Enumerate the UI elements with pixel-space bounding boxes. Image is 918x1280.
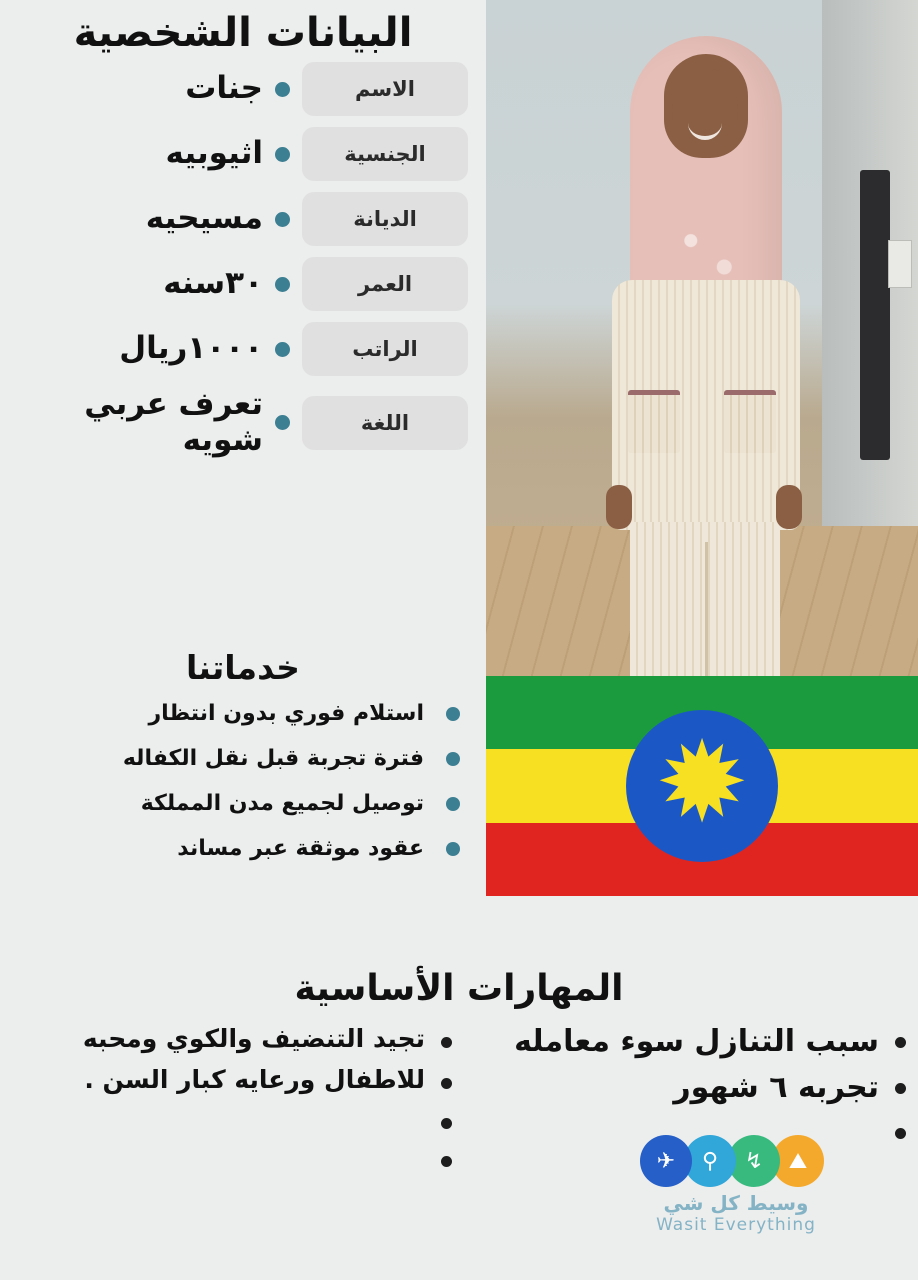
- uniform-pants: [630, 522, 780, 676]
- list-item: [0, 791, 486, 816]
- data-row: [0, 127, 486, 181]
- skills-column-left: [12, 1023, 452, 1180]
- field-label-name: الاسم: [302, 62, 468, 116]
- field-label-salary: الراتب: [302, 322, 468, 376]
- logo-dot-4: [640, 1135, 692, 1187]
- list-item: [12, 1023, 452, 1056]
- bullet-icon: [446, 752, 460, 766]
- bullet-icon: [895, 1083, 906, 1094]
- door-panel: [860, 170, 890, 460]
- list-item: [0, 746, 486, 771]
- bullet-icon: [441, 1037, 452, 1048]
- data-row: [0, 322, 486, 376]
- bullet-icon: [275, 277, 290, 292]
- bullet-icon: [446, 797, 460, 811]
- list-item: [12, 1142, 452, 1172]
- field-value-language: تعرف عربي شويه: [84, 386, 263, 458]
- photo-column: [486, 0, 918, 896]
- ethiopia-flag: [486, 676, 918, 896]
- hand-left: [606, 485, 632, 529]
- page-title: البيانات الشخصية: [73, 10, 413, 56]
- service-text: فترة تجربة قبل نقل الكفاله: [122, 746, 424, 771]
- data-row: [0, 257, 486, 311]
- bullet-icon: [895, 1037, 906, 1048]
- bullet-icon: [446, 842, 460, 856]
- bullet-icon: [275, 82, 290, 97]
- bullet-icon: [275, 147, 290, 162]
- data-row: [0, 62, 486, 116]
- flag-disc: [626, 710, 778, 862]
- watermark-english: Wasit Everything: [656, 1215, 816, 1235]
- plane-icon: ✈: [656, 1148, 676, 1174]
- skill-text: تجيد التنضيف والكوي ومحبه: [82, 1024, 425, 1053]
- field-value-salary: ١٠٠٠ريال: [119, 330, 263, 367]
- worker-photo: [486, 0, 918, 676]
- list-item: [12, 1064, 452, 1097]
- skills-title: المهارات الأساسية: [294, 968, 624, 1009]
- list-item: [466, 1023, 906, 1061]
- bullet-icon: [895, 1128, 906, 1139]
- service-text: استلام فوري بدون انتظار: [148, 701, 424, 726]
- service-text: عقود موثقة عبر مساند: [177, 836, 424, 861]
- watermark-arabic: وسيط كل شي: [663, 1191, 809, 1215]
- person-figure: [552, 30, 852, 650]
- bullet-icon: [446, 707, 460, 721]
- personal-data-section: [0, 0, 486, 469]
- mountain-icon: ⛰: [788, 1148, 808, 1174]
- wall-switch: [888, 240, 912, 288]
- field-label-language: اللغة: [302, 396, 468, 450]
- skill-text: سبب التنازل سوء معامله: [514, 1024, 879, 1059]
- list-item: [0, 836, 486, 861]
- field-value-religion: مسيحيه: [145, 200, 263, 237]
- uniform-pocket-right: [724, 390, 776, 453]
- field-label-nationality: الجنسية: [302, 127, 468, 181]
- data-row: [0, 387, 486, 458]
- watermark-logo: [596, 1135, 876, 1187]
- bolt-icon: ↯: [744, 1148, 764, 1174]
- list-item: [466, 1069, 906, 1107]
- bullet-icon: [441, 1156, 452, 1167]
- bullet-icon: [275, 342, 290, 357]
- services-section: [0, 648, 486, 881]
- field-label-religion: الديانة: [302, 192, 468, 246]
- bullet-icon: [275, 415, 290, 430]
- field-label-age: العمر: [302, 257, 468, 311]
- services-title: خدماتنا: [186, 648, 300, 687]
- field-value-age: ٣٠سنه: [163, 265, 263, 302]
- uniform-pocket-left: [628, 390, 680, 453]
- service-text: توصيل لجميع مدن المملكة: [140, 791, 424, 816]
- bullet-icon: [441, 1118, 452, 1129]
- watermark: [596, 1135, 876, 1235]
- data-row: [0, 192, 486, 246]
- field-value-nationality: اثيوبيه: [165, 135, 263, 172]
- skill-text: تجربه ٦ شهور: [673, 1069, 879, 1105]
- bullet-icon: [441, 1078, 452, 1089]
- bullet-icon: [275, 212, 290, 227]
- list-item: [0, 701, 486, 726]
- skill-text: للاطفال ورعايه كبار السن .: [84, 1064, 425, 1094]
- key-icon: ⚲: [701, 1148, 719, 1174]
- list-item: [12, 1104, 452, 1134]
- field-value-name: جنات: [185, 70, 263, 107]
- star-icon: ✹: [655, 718, 749, 848]
- hand-right: [776, 485, 802, 529]
